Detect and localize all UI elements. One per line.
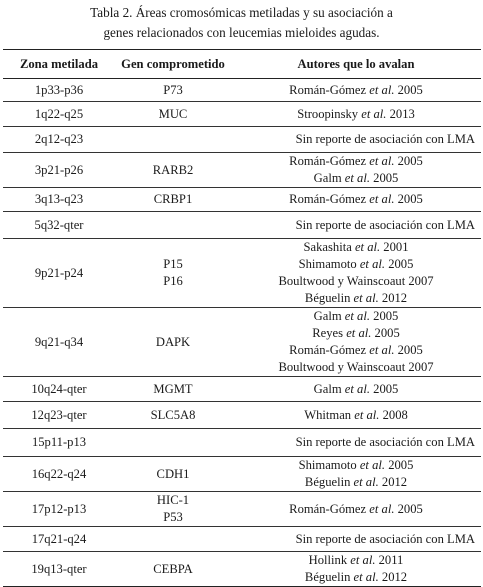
citation-year: 2005 [388, 458, 414, 472]
author-citation [231, 308, 481, 325]
zona-cell: 15p11-p13 [3, 429, 115, 457]
autores-cell [231, 188, 481, 212]
table-row [3, 239, 481, 308]
gene-name: P73 [163, 82, 183, 97]
gene-name: HIC-1 [156, 493, 190, 507]
author-name: Galm [313, 309, 342, 323]
autores-cell [231, 402, 481, 429]
author-name: Reyes [312, 326, 344, 340]
table-row [3, 127, 481, 153]
zona-cell: 3p21-p26 [3, 153, 115, 188]
et-al: et al. [369, 343, 395, 357]
zona-cell: 9q21-q34 [3, 308, 115, 377]
gen-cell [115, 552, 231, 587]
et-al: et al. [344, 381, 370, 396]
no-report-note: Sin reporte de asociación con LMA [295, 132, 475, 146]
table-row [3, 377, 481, 402]
autores-cell [231, 457, 481, 492]
table-row [3, 552, 481, 587]
zona-cell: 16q22-q24 [3, 457, 115, 492]
caption-line-1: Tabla 2. Áreas cromosómicas metiladas y su asociación a [90, 5, 393, 20]
author-name: Béguelin [304, 570, 351, 584]
author-name: Sakashita [303, 240, 352, 254]
no-report-note: Sin reporte de asociación con LMA [295, 531, 475, 546]
table-row [3, 492, 481, 527]
autores-cell [231, 79, 481, 102]
author-citation [231, 153, 481, 170]
et-al: et al. [369, 154, 395, 168]
citation-year: 2005 [373, 171, 399, 185]
gen-cell [115, 527, 231, 552]
et-al: et al. [369, 501, 395, 516]
gen-cell [115, 102, 231, 127]
et-al: et al. [369, 192, 395, 206]
table-row [3, 457, 481, 492]
author-citation [231, 256, 481, 273]
author-citation [231, 407, 481, 424]
author-name: Hollink [308, 553, 348, 567]
autores-cell [231, 127, 481, 153]
author-name: Román-Gómez [289, 82, 367, 97]
table-row [3, 188, 481, 212]
citation-year: 2005 [374, 326, 400, 340]
author-name: Galm [313, 171, 342, 185]
table-row [3, 527, 481, 552]
gene-name: P53 [163, 510, 183, 524]
gene-name: CEBPA [153, 561, 193, 576]
et-al: et al. [346, 326, 372, 340]
author-citation [231, 82, 481, 99]
citation-year: 2005 [397, 343, 423, 357]
autores-cell [231, 492, 481, 527]
author-citation [231, 552, 481, 569]
et-al: et al. [350, 553, 376, 567]
header-gen: Gen comprometido [115, 50, 231, 79]
zona-cell: 2q12-q23 [3, 127, 115, 153]
author-citation [231, 325, 481, 342]
gen-cell [115, 308, 231, 377]
gene-name: DAPK [155, 334, 191, 349]
caption-line-2: genes relacionados con leucemias mieloides agudas. [103, 25, 380, 40]
gene-name: CRBP1 [153, 192, 193, 206]
citation-year: 2012 [381, 570, 408, 584]
header-zona: Zona metilada [3, 50, 115, 79]
citation-year: 2005 [397, 501, 423, 516]
et-al: et al. [344, 309, 370, 323]
autores-cell [231, 308, 481, 377]
table-row [3, 102, 481, 127]
author-name: Román-Gómez [289, 501, 367, 516]
gene-name: P15 [163, 257, 183, 271]
gen-cell [115, 377, 231, 402]
author-citation: Boultwood y Wainscoaut 2007 [278, 360, 434, 374]
gene-name: MUC [158, 106, 188, 121]
author-citation [231, 342, 481, 359]
gen-cell [115, 429, 231, 457]
author-citation [231, 290, 481, 307]
citation-year: 2012 [381, 291, 408, 305]
gen-cell [115, 492, 231, 527]
table-body [3, 79, 481, 587]
author-name: Román-Gómez [289, 192, 367, 206]
gen-cell [115, 79, 231, 102]
gene-name: RARB2 [152, 162, 194, 177]
zona-cell: 17q21-q24 [3, 527, 115, 552]
table-header-row [3, 50, 481, 79]
et-al: et al. [353, 570, 379, 584]
author-name: Whitman [304, 407, 352, 422]
author-citation: Boultwood y Wainscoaut 2007 [278, 274, 434, 288]
author-citation [231, 501, 481, 518]
et-al: et al. [359, 458, 386, 472]
et-al: et al. [344, 171, 370, 185]
author-name: Román-Gómez [289, 154, 367, 168]
citation-year: 2001 [383, 240, 409, 254]
et-al: et al. [353, 291, 379, 305]
citation-year: 2013 [389, 106, 415, 121]
author-citation [231, 191, 481, 208]
author-name: Shimamoto [298, 257, 357, 271]
zona-cell: 1p33-p36 [3, 79, 115, 102]
zona-cell: 10q24-qter [3, 377, 115, 402]
zona-cell: 12q23-qter [3, 402, 115, 429]
author-name: Román-Gómez [289, 343, 367, 357]
citation-year: 2005 [373, 309, 399, 323]
no-report-note: Sin reporte de asociación con LMA [295, 435, 475, 449]
autores-cell [231, 102, 481, 127]
citation-year: 2005 [397, 154, 423, 168]
table-row [3, 79, 481, 102]
citation-year: 2005 [397, 82, 423, 97]
author-name: Béguelin [304, 475, 351, 489]
zona-cell: 19q13-qter [3, 552, 115, 587]
autores-cell [231, 552, 481, 587]
citation-year: 2012 [381, 475, 408, 489]
author-citation [231, 474, 481, 491]
zona-cell: 1q22-q25 [3, 102, 115, 127]
table-row [3, 402, 481, 429]
zona-cell: 3q13-q23 [3, 188, 115, 212]
autores-cell [231, 527, 481, 552]
et-al: et al. [354, 407, 380, 422]
header-autores: Autores que lo avalan [231, 50, 481, 79]
author-citation [231, 170, 481, 187]
autores-cell [231, 212, 481, 239]
no-report-note: Sin reporte de asociación con LMA [295, 217, 475, 232]
et-al: et al. [359, 257, 386, 271]
author-citation [231, 381, 481, 398]
zona-cell: 9p21-p24 [3, 239, 115, 308]
autores-cell [231, 153, 481, 188]
citation-year: 2005 [397, 192, 423, 206]
gene-name: MGMT [153, 381, 193, 396]
table-row [3, 429, 481, 457]
et-al: et al. [353, 475, 379, 489]
gen-cell [115, 212, 231, 239]
author-citation [231, 239, 481, 256]
gen-cell [115, 188, 231, 212]
author-name: Galm [313, 381, 342, 396]
gen-cell [115, 127, 231, 153]
author-citation [231, 106, 481, 123]
autores-cell [231, 429, 481, 457]
gene-name: P16 [163, 274, 183, 288]
gen-cell [115, 239, 231, 308]
et-al: et al. [354, 240, 381, 254]
author-name: Stroopinsky [297, 106, 359, 121]
table-row [3, 212, 481, 239]
table-row [3, 153, 481, 188]
zona-cell: 5q32-qter [3, 212, 115, 239]
autores-cell [231, 377, 481, 402]
gen-cell [115, 402, 231, 429]
methylation-table [3, 49, 481, 587]
gene-name: SLC5A8 [150, 407, 196, 422]
citation-year: 2005 [388, 257, 414, 271]
gen-cell [115, 153, 231, 188]
author-citation [231, 457, 481, 474]
citation-year: 2008 [382, 407, 408, 422]
gen-cell [115, 457, 231, 492]
autores-cell [231, 239, 481, 308]
citation-year: 2011 [378, 553, 404, 567]
table-caption [0, 3, 483, 43]
author-citation [231, 569, 481, 586]
et-al: et al. [361, 106, 387, 121]
zona-cell: 17p12-p13 [3, 492, 115, 527]
table-row [3, 308, 481, 377]
citation-year: 2005 [373, 381, 399, 396]
author-name: Béguelin [304, 291, 351, 305]
author-name: Shimamoto [298, 458, 357, 472]
et-al: et al. [369, 82, 395, 97]
gene-name: CDH1 [156, 466, 190, 481]
